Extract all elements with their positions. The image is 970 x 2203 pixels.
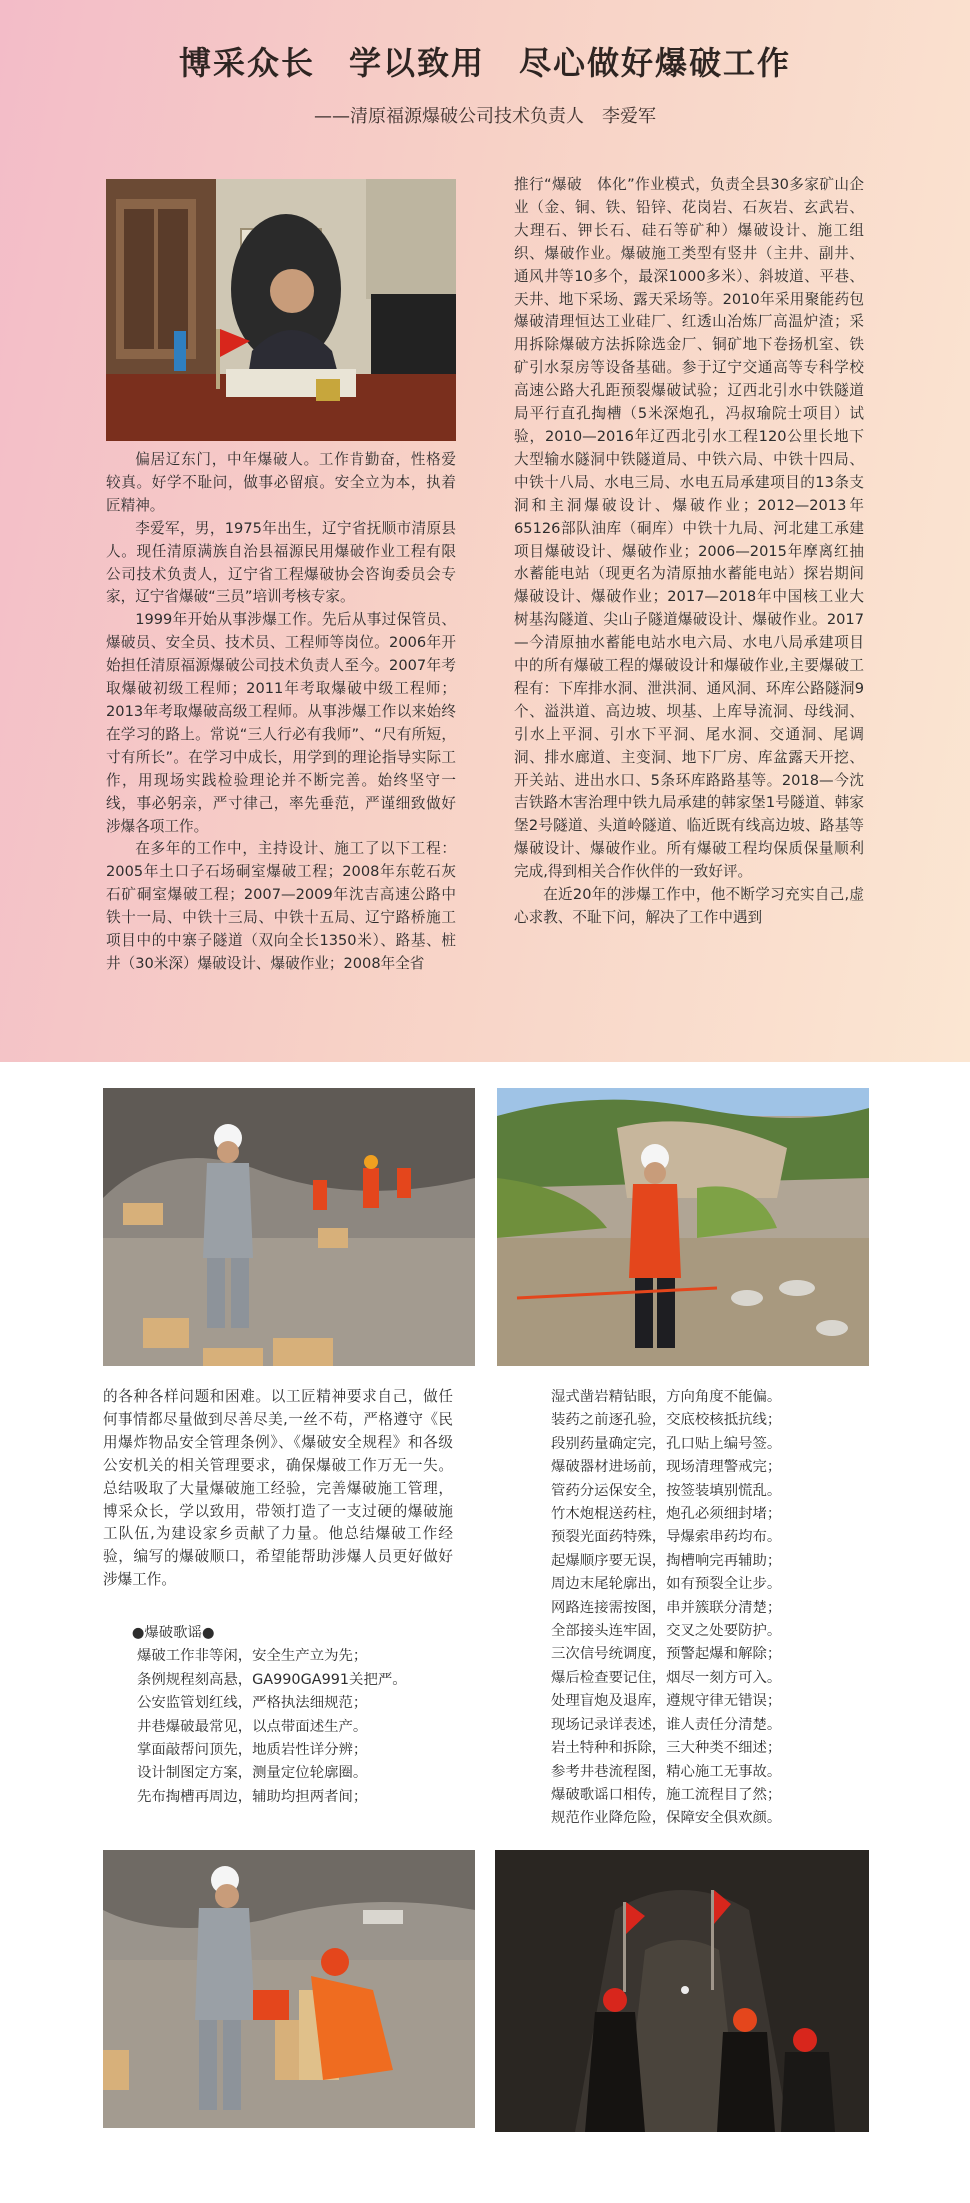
poem-left bbox=[103, 1622, 463, 1809]
poem-line: 爆后检查要记住，烟尽一刻方可入。 bbox=[551, 1669, 782, 1686]
poem-line: 段别药量确定完，孔口贴上编号签。 bbox=[551, 1435, 782, 1452]
article-column-1 bbox=[106, 449, 456, 976]
hillside-blasting-photo bbox=[497, 1088, 869, 1366]
paragraph: 的各种各样问题和困难。以工匠精神要求自己，做任何事情都尽量做到尽善尽美,一丝不苟，严格遵守《民用爆炸物品安全管理条例》、《爆破安全规程》和各级公安机关的相关管理要求，确保爆破工作万无一失。总结吸取了大量爆破施工经验，完善爆破施工管理，博采众长，学以致用，带领打造了一支过硬的爆破施工队伍,为建设家乡贡献了力量。他总结爆破工作经验，编写的爆破顺口，希望能帮助涉爆人员更好做好涉爆工作。 bbox=[103, 1388, 453, 1589]
paragraph: 在多年的工作中，主持设计、施工了以下工程：2005年土口子石场硐室爆破工程；2008年东乾石灰石矿硐室爆破工程；2007—2009年沈吉高速公路中铁十一局、中铁十三局、中铁十五局、辽宁路桥施工项目中的中寨子隧道（双向全长1350米）、路基、桩井（30米深）爆破设计、爆破作业；2008年全省 bbox=[106, 840, 456, 972]
poem-line: 规范作业降危险，保障安全俱欢颜。 bbox=[551, 1810, 782, 1827]
poem-line: 公安监管划红线，严格执法细规范； bbox=[137, 1695, 368, 1712]
poem-line: 掌面敲帮问顶先，地质岩性详分辨； bbox=[137, 1742, 368, 1759]
poem-line: 全部接头连牢固，交叉之处要防护。 bbox=[551, 1623, 782, 1640]
page-subtitle: ——清原福源爆破公司技术负责人 李爱军 bbox=[314, 106, 656, 127]
quarry-inspection-photo bbox=[103, 1088, 475, 1366]
poem-line: 起爆顺序要无误，掏槽响完再辅助； bbox=[551, 1552, 782, 1569]
paragraph: 推行“爆破 体化”作业模式，负责全县30多家矿山企业（金、铜、铁、铅锌、花岗岩、石灰岩、玄武岩、大理石、钾长石、硅石等矿种）爆破设计、施工组织、爆破作业。爆破施工类型有竖井（主井、副井、通风井等10多个，最深1000多米）、斜坡道、平巷、天井、地下采场、露天采场等。2010年采用聚能药包爆破清理恒达工业硅厂、红透山冶炼厂高温炉渣；采用拆除爆破方法拆除选金厂、铜矿地下卷扬机室、铁矿引水泵房等设备基础。参于辽宁交通高等专科学校高速公路大孔距预裂爆破试验；辽西北引水中铁隧道局平行直孔掏槽（5米深炮孔，冯叔瑜院士项目）试验，2010—2016年辽西北引水工程120公里长地下大型输水隧洞中铁隧道局、中铁六局、中铁十四局、中铁十八局、水电三局、水电五局承建项目的13条支洞和主洞爆破设计、爆破作业；2012—2013年65126部队油库（硐库）中铁十九局、河北建工承建项目爆破设计、爆破作业；2006—2015年摩离红抽水蓄能电站（现更名为清原抽水蓄能电站）探岩期间爆破设计、爆破作业；2017—2018年中国核工业大树基沟隧道、尖山子隧道爆破设计、爆破作业。2017—今清原抽水蓄能电站水电六局、水电八局承建项目中的所有爆破工程的爆破设计和爆破作业,主要爆破工程有：下库排水洞、泄洪洞、通风洞、环库公路隧洞9个、溢洪道、高边坡、坝基、上库导流洞、母线洞、引水上平洞、引水下平洞、尾水洞、交通洞、尾调洞、排水廊道、主变洞、地下厂房、库盆露天开挖、开关站、进出水口、5条环库路路基等。2018—今沈吉铁路木害治理中铁九局承建的韩家堡1号隧道、韩家堡2号隧道、头道岭隧道、临近既有线高边坡、路基等爆破设计、爆破作业。所有爆破工程均保质保量顺利完成,得到相关合作伙伴的一致好评。 bbox=[514, 176, 864, 881]
poem-line: 条例规程刻高悬，GA990GA991关把严。 bbox=[137, 1671, 407, 1688]
paragraph: 1999年开始从事涉爆工作。先后从事过保管员、爆破员、安全员、技术员、工程师等岗位。2006年开始担任清原福源爆破公司技术负责人至今。2007年考取爆破初级工程师；2011年考取爆破中级工程师；2013年考取爆破高级工程师。从事涉爆工作以来始终在学习的路上。常说“三人行必有我师”、“尺有所短，寸有所长”。在学习中成长，用学到的理论指导实际工作，用现场实践检验理论并不断完善。始终坚守一线，事必躬亲，严寸律己，率先垂范，严谨细致做好涉爆各项工作。 bbox=[106, 611, 456, 835]
poem-line: 现场记录详表述，谁人责任分清楚。 bbox=[551, 1716, 782, 1733]
poem-line: 管药分运保安全，按签装填别慌乱。 bbox=[551, 1482, 782, 1499]
poem-line: 先布掏槽再周边，辅助均担两者间； bbox=[137, 1788, 368, 1805]
poem-lines-left bbox=[103, 1645, 463, 1809]
poem-line: 参考井巷流程图，精心施工无事故。 bbox=[551, 1763, 782, 1780]
poem-line: 岩土特种和拆除，三大种类不细述； bbox=[551, 1740, 782, 1757]
poem-line: 井巷爆破最常见，以点带面述生产。 bbox=[137, 1718, 368, 1735]
poem-title: ●爆破歌谣● bbox=[131, 1625, 215, 1641]
paragraph: 在近20年的涉爆工作中，他不断学习充实自己,虚心求教、不耻下问，解决了工作中遇到 bbox=[514, 886, 864, 926]
article-column-3 bbox=[103, 1386, 453, 1592]
article-column-2 bbox=[514, 174, 864, 930]
page-title: 博采众长 学以致用 尽心做好爆破工作 bbox=[178, 44, 791, 82]
office-portrait-photo bbox=[106, 179, 456, 441]
poem-line: 竹木炮棍送药柱，炮孔必须细封堵； bbox=[551, 1506, 782, 1523]
poem-line: 预裂光面药特殊，导爆索串药均布。 bbox=[551, 1529, 782, 1546]
paragraph: 偏居辽东门，中年爆破人。工作肯勤奋，性格爱较真。好学不耻问，做事必留痕。安全立为本，执着匠精神。 bbox=[106, 451, 456, 514]
poem-line: 湿式凿岩精钻眼，方向角度不能偏。 bbox=[551, 1389, 782, 1405]
paragraph: 李爱军，男，1975年出生，辽宁省抚顺市清原县人。现任清原满族自治县福源民用爆破作业工程有限公司技术负责人，辽宁省工程爆破协会咨询委员会专家，辽宁省爆破“三员”培训考核专家。 bbox=[106, 519, 456, 606]
poem-right bbox=[551, 1386, 871, 1831]
poem-line: 网路连接需按图，串并簇联分清楚； bbox=[551, 1599, 782, 1616]
explosives-check-photo bbox=[103, 1850, 475, 2128]
poem-line: 处理盲炮及退库，遵规守律无错误； bbox=[551, 1693, 782, 1710]
poem-line: 爆破器材进场前，现场清理警戒完； bbox=[551, 1459, 782, 1476]
poem-line: 爆破歌谣口相传，施工流程目了然； bbox=[551, 1786, 782, 1803]
poem-line: 周边末尾轮廓出，如有预裂全让步。 bbox=[551, 1576, 782, 1593]
poem-line: 设计制图定方案，测量定位轮廓圈。 bbox=[137, 1765, 368, 1782]
poem-line: 三次信号统调度，预警起爆和解除； bbox=[551, 1646, 782, 1663]
tunnel-ceremony-photo bbox=[495, 1850, 869, 2132]
poem-line: 爆破工作非等闲，安全生产立为先； bbox=[137, 1648, 368, 1665]
poem-line: 装药之前逐孔验，交底校核抵抗线； bbox=[551, 1412, 782, 1429]
